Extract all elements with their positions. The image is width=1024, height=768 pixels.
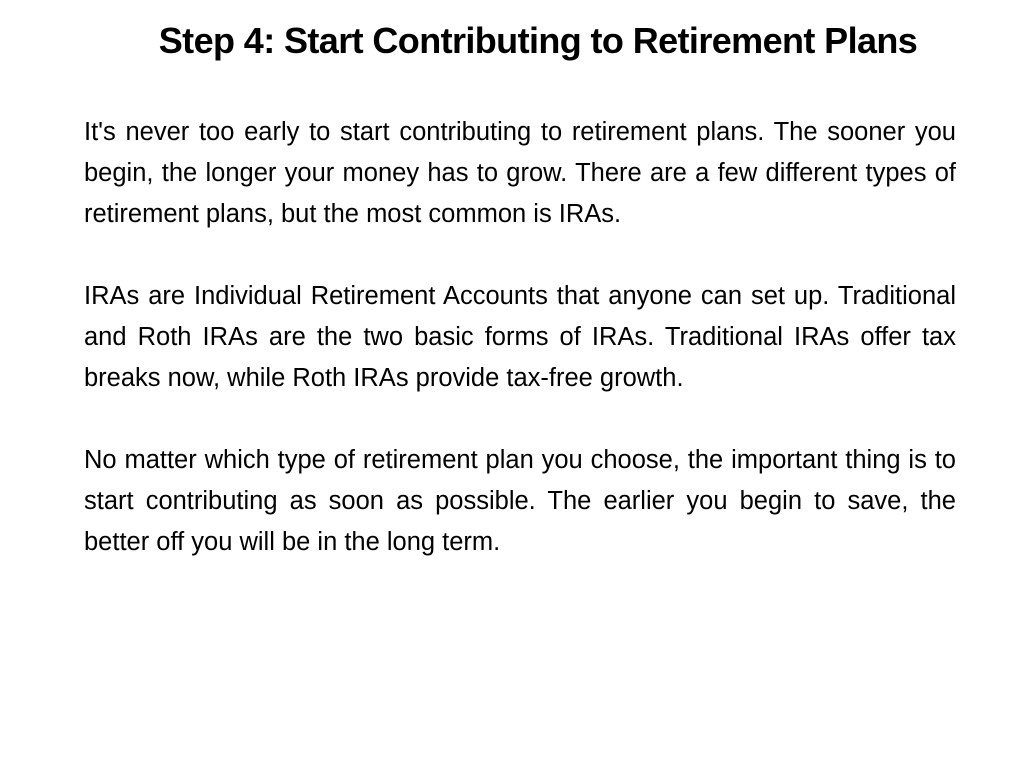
paragraph-conclusion: No matter which type of retirement plan you choose, the important thing is to start contributing as soon as possible. The earlier you begin to save, the better off you will be in the long term.	[84, 446, 956, 556]
slide-title: Step 4: Start Contributing to Retirement Plans	[158, 20, 918, 61]
paragraph-iras: IRAs are Individual Retirement Accounts that anyone can set up. Traditional and Roth IRAs are the two basic forms of IRAs. Traditional IRAs offer tax breaks now, while Roth IRAs provide tax-free growth.	[84, 282, 956, 392]
slide-body	[84, 112, 956, 563]
paragraph-intro: It's never too early to start contributing to retirement plans. The sooner you begin, the longer your money has to grow. There are a few different types of retirement plans, but the most common is IRAs.	[84, 118, 956, 228]
